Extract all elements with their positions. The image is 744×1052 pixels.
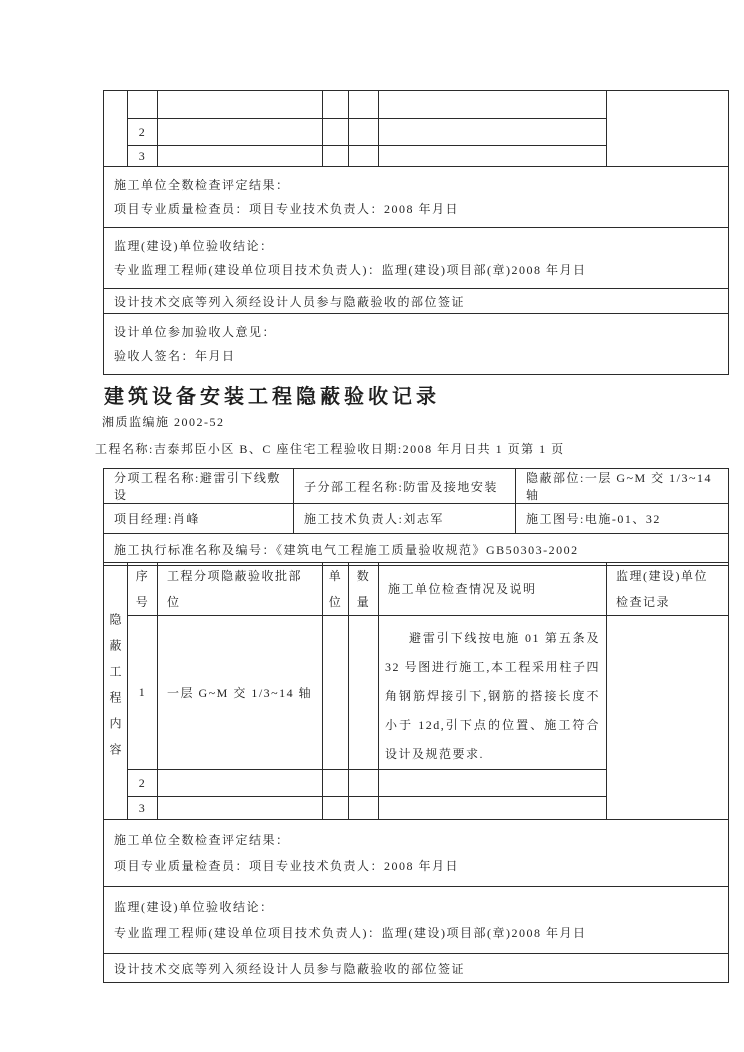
top-row-unit bbox=[323, 119, 349, 146]
top-construction-check-cell bbox=[104, 167, 729, 228]
top-design-note-cell: 设计技术交底等列入须经设计人员参与隐蔽验收的部位签证 bbox=[104, 289, 729, 314]
top-row-check bbox=[379, 146, 607, 167]
top-supervision-conclusion-cell bbox=[104, 228, 729, 289]
header-check: 施工单位检查情况及说明 bbox=[379, 563, 607, 616]
top-row-seq: 2 bbox=[128, 119, 158, 146]
top-row-check bbox=[379, 91, 607, 119]
row-seq: 1 bbox=[128, 616, 158, 770]
supervision-sign-line: 专业监理工程师(建设单位项目技术负责人)：监理(建设)项目部(章)2008 年月日 bbox=[114, 263, 587, 277]
form-code: 湘质监编施 2002-52 bbox=[102, 415, 225, 429]
supervision-conclusion-cell bbox=[104, 887, 729, 954]
row-qty bbox=[349, 770, 379, 797]
top-row-qty bbox=[349, 119, 379, 146]
side-label-hidden-work-content: 隐蔽工程内容 bbox=[104, 563, 128, 820]
row-unit bbox=[323, 616, 349, 770]
row-check-description bbox=[379, 770, 607, 797]
design-sign-line: 验收人签名：年月日 bbox=[114, 349, 236, 363]
header-supervision: 监理(建设)单位检查记录 bbox=[607, 563, 729, 616]
top-row-qty bbox=[349, 146, 379, 167]
supervision-record-cell bbox=[607, 616, 729, 820]
top-row-seq: 3 bbox=[128, 146, 158, 167]
top-side-spacer-cell bbox=[104, 91, 128, 167]
top-row-check bbox=[379, 119, 607, 146]
top-row-qty bbox=[349, 91, 379, 119]
top-design-opinion-cell bbox=[104, 314, 729, 375]
top-row-unit bbox=[323, 146, 349, 167]
design-opinion-label: 设计单位参加验收人意见： bbox=[114, 325, 277, 339]
top-row-part bbox=[158, 146, 323, 167]
row-part: 一层 G~M 交 1/3~14 轴 bbox=[158, 616, 323, 770]
top-continuation-table bbox=[103, 90, 729, 375]
row-seq: 2 bbox=[128, 770, 158, 797]
supervision-sign-line: 专业监理工程师(建设单位项目技术负责人)：监理(建设)项目部(章)2008 年月日 bbox=[114, 926, 587, 940]
top-row-part bbox=[158, 91, 323, 119]
header-part: 工程分项隐蔽验收批部位 bbox=[158, 563, 323, 616]
page-title: 建筑设备安装工程隐蔽验收记录 bbox=[104, 386, 440, 408]
header-seq: 序号 bbox=[128, 563, 158, 616]
top-row-unit bbox=[323, 91, 349, 119]
construction-sign-line: 项目专业质量检查员：项目专业技术负责人：2008 年月日 bbox=[114, 202, 460, 216]
top-row-seq bbox=[128, 91, 158, 119]
construction-result-label: 施工单位全数检查评定结果： bbox=[114, 833, 290, 847]
row-unit bbox=[323, 797, 349, 820]
tech-lead-cell: 施工技术负责人:刘志军 bbox=[294, 504, 516, 534]
header-qty: 数量 bbox=[349, 563, 379, 616]
row-check-description: 避雷引下线按电施 01 第五条及 32 号图进行施工,本工程采用柱子四角钢筋焊接引下,钢筋的搭接长度不小于 12d,引下点的位置、施工符合设计及规范要求. bbox=[379, 616, 607, 770]
project-manager-cell: 项目经理:肖峰 bbox=[104, 504, 294, 534]
supervision-conclusion-label: 监理(建设)单位验收结论： bbox=[114, 900, 274, 914]
sub-division-name-cell: 子分部工程名称:防雷及接地安装 bbox=[294, 469, 516, 504]
top-supervision-record-cell bbox=[607, 91, 729, 167]
sub-item-name-cell: 分项工程名称:避雷引下线敷设 bbox=[104, 469, 294, 504]
row-check-description bbox=[379, 797, 607, 820]
project-info-line: 工程名称:吉泰邦臣小区 B、C 座住宅工程验收日期:2008 年月日共 1 页第 1 页 bbox=[95, 442, 565, 456]
supervision-conclusion-label: 监理(建设)单位验收结论： bbox=[114, 239, 274, 253]
standard-cell: 施工执行标准名称及编号：《建筑电气工程施工质量验收规范》GB50303-2002 bbox=[104, 534, 729, 566]
drawing-no-cell: 施工图号:电施-01、32 bbox=[516, 504, 729, 534]
main-record-table bbox=[103, 562, 729, 983]
row-unit bbox=[323, 770, 349, 797]
project-info-table bbox=[103, 468, 729, 566]
header-unit: 单位 bbox=[323, 563, 349, 616]
row-seq: 3 bbox=[128, 797, 158, 820]
row-part bbox=[158, 770, 323, 797]
construction-result-label: 施工单位全数检查评定结果： bbox=[114, 178, 290, 192]
row-part bbox=[158, 797, 323, 820]
row-qty bbox=[349, 616, 379, 770]
design-note-cell: 设计技术交底等列入须经设计人员参与隐蔽验收的部位签证 bbox=[104, 954, 729, 983]
construction-sign-line: 项目专业质量检查员：项目专业技术负责人：2008 年月日 bbox=[114, 859, 460, 873]
construction-check-cell bbox=[104, 820, 729, 887]
top-row-part bbox=[158, 119, 323, 146]
row-qty bbox=[349, 797, 379, 820]
hidden-part-cell: 隐蔽部位:一层 G~M 交 1/3~14 轴 bbox=[516, 469, 729, 504]
